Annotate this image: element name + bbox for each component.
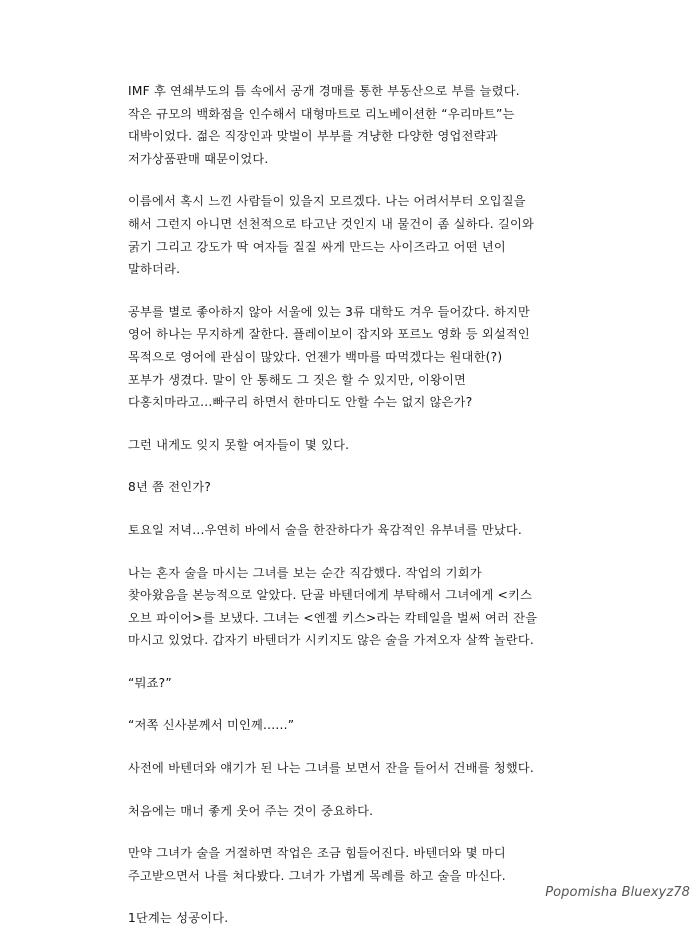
paragraph-12	[128, 842, 673, 887]
text-line: 대박이었다. 젊은 직장인과 맞벌이 부부를 겨냥한 다양한 영업전략과	[128, 129, 498, 144]
paragraph-11	[128, 800, 673, 823]
text-line: 말하더라.	[128, 262, 181, 277]
paragraph-2	[128, 190, 673, 280]
paragraph-1	[128, 80, 673, 170]
paragraph-5	[128, 476, 673, 499]
text-line: 해서 그런지 아니면 선천적으로 타고난 것인지 내 물건이 좀 실하다. 길이와	[128, 216, 535, 231]
text-line: 1단계는 성공이다.	[128, 911, 229, 926]
text-line: 사전에 바텐더와 얘기가 된 나는 그녀를 보면서 잔을 들어서 건배를 청했다.	[128, 761, 535, 776]
text-line: 처음에는 매너 좋게 웃어 주는 것이 중요하다.	[128, 803, 374, 818]
paragraph-13	[128, 907, 673, 930]
paragraph-4	[128, 434, 673, 457]
paragraph-7	[128, 562, 673, 652]
text-line: 영어 하나는 무지하게 잘한다. 플레이보이 잡지와 포르노 영화 등 외설적인	[128, 327, 530, 342]
paragraph-10	[128, 757, 673, 780]
paragraph-6	[128, 519, 673, 542]
text-line: 이름에서 혹시 느낀 사람들이 있을지 모르겠다. 나는 어려서부터 오입질을	[128, 194, 526, 209]
text-line: 목적으로 영어에 관심이 많았다. 언젠가 백마를 따먹겠다는 원대한(?)	[128, 349, 503, 364]
text-line: “저쪽 신사분께서 미인께......”	[128, 718, 295, 733]
text-line: 포부가 생겼다. 말이 안 통해도 그 짓은 할 수 있지만, 이왕이면	[128, 372, 467, 387]
text-line: 공부를 별로 좋아하지 않아 서울에 있는 3류 대학도 겨우 들어갔다. 하지만	[128, 304, 531, 319]
text-line: 그런 내게도 잊지 못할 여자들이 몇 있다.	[128, 437, 350, 452]
text-line: 8년 쯤 전인가?	[128, 480, 212, 495]
paragraph-8	[128, 672, 673, 695]
text-line: 만약 그녀가 술을 거절하면 작업은 조금 힘들어진다. 바텐더와 몇 마디	[128, 846, 506, 861]
text-line: 오브 파이어>를 보냈다. 그녀는 <엔젤 키스>라는 칵테일을 벌써 여러 잔을	[128, 610, 538, 625]
text-line: IMF 후 연쇄부도의 틈 속에서 공개 경매를 통한 부동산으로 부를 늘렸다.	[128, 84, 520, 98]
text-line: 찾아왔음을 본능적으로 알았다. 단골 바텐더에게 부탁해서 그녀에게 <키스	[128, 588, 533, 603]
paragraph-3	[128, 301, 673, 414]
text-line: 마시고 있었다. 갑자기 바텐더가 시키지도 않은 술을 가져오자 살짝 놀란다.	[128, 633, 535, 648]
text-line: 토요일 저녁...우연히 바에서 술을 한잔하다가 육감적인 유부녀를 만났다.	[128, 522, 523, 537]
text-line: 저가상품판매 때문이었다.	[128, 151, 269, 166]
text-line: 다홍치마라고...빠구리 하면서 한마디도 안할 수는 없지 않은가?	[128, 395, 473, 410]
text-line: “뭐죠?”	[128, 675, 172, 690]
paragraph-9	[128, 714, 673, 737]
watermark: Popomisha Bluexyz78	[545, 885, 690, 900]
text-line: 나는 혼자 술을 마시는 그녀를 보는 순간 직감했다. 작업의 기회가	[128, 565, 482, 580]
text-line: 굵기 그리고 강도가 딱 여자들 질질 싸게 만드는 사이즈라고 어떤 년이	[128, 239, 506, 254]
document-body	[128, 80, 673, 950]
text-line: 주고받으면서 나를 쳐다봤다. 그녀가 가볍게 목례를 하고 술을 마신다.	[128, 868, 506, 883]
text-line: 작은 규모의 백화점을 인수해서 대형마트로 리노베이션한 “우리마트”는	[128, 106, 515, 121]
